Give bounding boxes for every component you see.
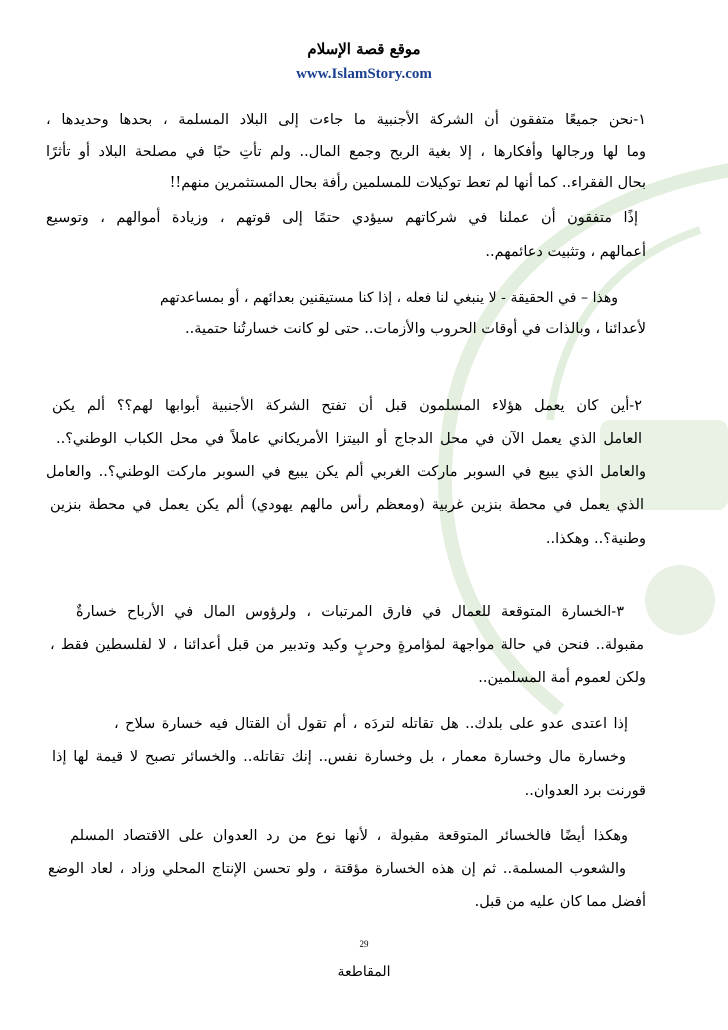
paragraph-4-line-3: قورنت برد العدوان.. xyxy=(524,783,646,799)
paragraph-4-line-2: وخسارة مال وخسارة معمار ، بل وخسارة نفس.. إنك تقاتله.. والخسائر تصبح لا قيمة لها إذا xyxy=(52,749,626,765)
point-2-line-1: ٢-أين كان يعمل هؤلاء المسلمون قبل أن تفتح الشركة الأجنبية أبوابها لهم؟؟ ألم يكن xyxy=(52,398,642,414)
paragraph-1-line-3: بحال الفقراء.. كما أنها لم تعط توكيلات للمسلمين رأفة بحال المستثمرين منهم!! xyxy=(169,175,646,191)
footer-label: المقاطعة xyxy=(337,964,391,980)
point-3-line-2: مقبولة.. فنحن في حالة مواجهة لمؤامرةٍ وحربٍ وكيد وتدبير من قبل أعدائنا ، لا لفلسطين فقط ، xyxy=(50,637,644,653)
point-2-line-2: العامل الذي يعمل الآن في محل الدجاج أو البيتزا الأمريكاني عاملاً في محل الكباب الوطني؟.. xyxy=(56,431,642,447)
paragraph-3-line-2: لأعدائنا ، وبالذات في أوقات الحروب والأزمات.. حتى لو كانت خسارتُنا حتمية.. xyxy=(185,321,646,337)
site-url[interactable]: www.IslamStory.com xyxy=(296,66,432,82)
page-number: 29 xyxy=(359,939,369,949)
paragraph-1-line-2: وما لها ورجالها وأفكارها ، إلا بغية الربح وجمع المال.. ولم تأتِ حبًا في مصلحة البلاد أو تأثرًا xyxy=(46,144,646,160)
paragraph-1-line-1: ١-نحن جميعًا متفقون أن الشركة الأجنبية ما جاءت إلى البلاد المسلمة ، بحدها وحديدها ، xyxy=(46,112,646,128)
paragraph-2-line-2: أعمالهم ، وتثبيت دعائمهم.. xyxy=(485,244,646,260)
paragraph-5-line-3: أفضل مما كان عليه من قبل. xyxy=(474,894,646,910)
site-title: موقع قصة الإسلام xyxy=(307,40,421,58)
point-2-line-5: وطنية؟.. وهكذا.. xyxy=(545,531,646,547)
paragraph-3-line-1: وهذا – في الحقيقة - لا ينبغي لنا فعله ، إذا كنا مستيقنين بعدائهم ، أو بمساعدتهم xyxy=(160,290,618,306)
point-2-line-4: الذي يعمل في محطة بنزين غربية (ومعظم رأس مالهم يهودي) ألم يكن يعمل في محطة بنزين xyxy=(50,497,644,513)
paragraph-2-line-1: إذًا متفقون أن عملنا في شركاتهم سيؤدي حتمًا إلى قوتهم ، وزيادة أموالهم ، وتوسيع xyxy=(46,210,638,226)
page-header xyxy=(0,38,728,86)
point-3-line-3: ولكن لعموم أمة المسلمين.. xyxy=(478,670,646,686)
paragraph-5-line-2: والشعوب المسلمة.. ثم إن هذه الخسارة مؤقتة ، ولو تحسن الإنتاج المحلي وزاد ، لعاد الوضع xyxy=(48,861,626,877)
paragraph-4-line-1: إذا اعتدى عدو على بلدك.. هل تقاتله لتردَه ، أم تقول أن القتال فيه خسارة سلاح ، xyxy=(114,716,628,732)
point-3-line-1: ٣-الخسارة المتوقعة للعمال في فارق المرتبات ، ولرؤوس المال في الأرباح خسارةٌ xyxy=(76,604,624,620)
paragraph-5-line-1: وهكذا أيضًا فالخسائر المتوقعة مقبولة ، لأنها نوع من رد العدوان على الاقتصاد المسلم xyxy=(70,828,628,844)
point-2-line-3: والعامل الذي يبيع في السوبر ماركت الغربي ألم يكن يبيع في السوبر ماركت الوطني؟.. والعامل xyxy=(46,464,646,480)
